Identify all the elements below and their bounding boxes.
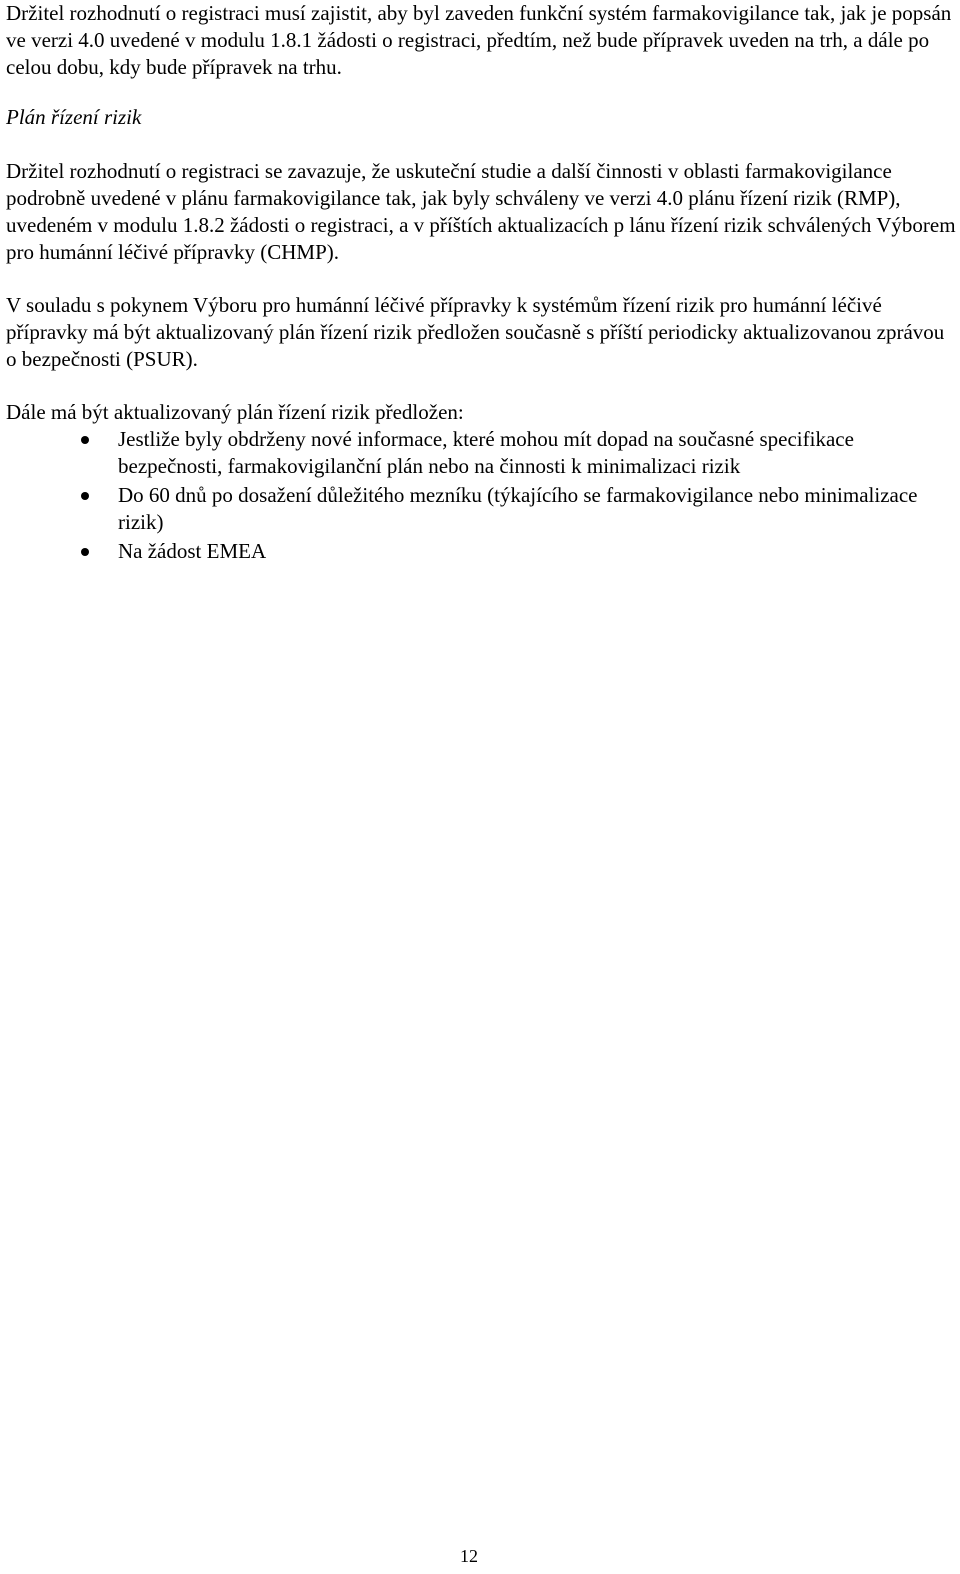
submission-conditions-list <box>6 426 956 567</box>
list-item-text: Do 60 dnů po dosažení důležitého mezníku (týkajícího se farmakovigilance nebo minimalizace rizik) <box>118 483 918 534</box>
list-item-text: Na žádost EMEA <box>118 539 267 563</box>
page-number: 12 <box>460 1546 478 1566</box>
rmp-commitment-paragraph: Držitel rozhodnutí o registraci se zavazuje, že uskuteční studie a další činnosti v oblasti farmakovigilance podrobně uvedené v plánu farmakovigilance tak, jak byly schváleny ve verzi 4.0 plánu řízení rizik (RMP), uvedeném v modulu 1.8.2 žádosti o registraci, a v příštích aktualizacích p lánu řízení rizik schválených Výborem pro humánní léčivé přípravky (CHMP). <box>6 159 956 264</box>
psur-paragraph: V souladu s pokynem Výboru pro humánní léčivé přípravky k systémům řízení rizik pro humánní léčivé přípravky má být aktualizovaný plán řízení rizik předložen současně s příští periodicky aktualizovanou zprávou o bezpečnosti (PSUR). <box>6 293 945 371</box>
bullet-icon <box>81 492 89 500</box>
bullet-icon <box>81 548 89 556</box>
list-intro: Dále má být aktualizovaný plán řízení rizik předložen: <box>6 400 464 424</box>
intro-paragraph: Držitel rozhodnutí o registraci musí zajistit, aby byl zaveden funkční systém farmakovigilance tak, jak je popsán ve verzi 4.0 uvedené v modulu 1.8.1 žádosti o registraci, předtím, než bude přípravek uveden na trh, a dále po celou dobu, kdy bude přípravek na trhu. <box>6 1 952 79</box>
list-item <box>6 426 956 480</box>
section-heading: Plán řízení rizik <box>6 105 142 129</box>
list-item <box>6 482 956 536</box>
bullet-icon <box>81 436 89 444</box>
list-item-text: Jestliže byly obdrženy nové informace, které mohou mít dopad na současné specifikace bezpečnosti, farmakovigilanční plán nebo na činnosti k minimalizaci rizik <box>118 427 854 478</box>
list-item <box>6 538 956 565</box>
